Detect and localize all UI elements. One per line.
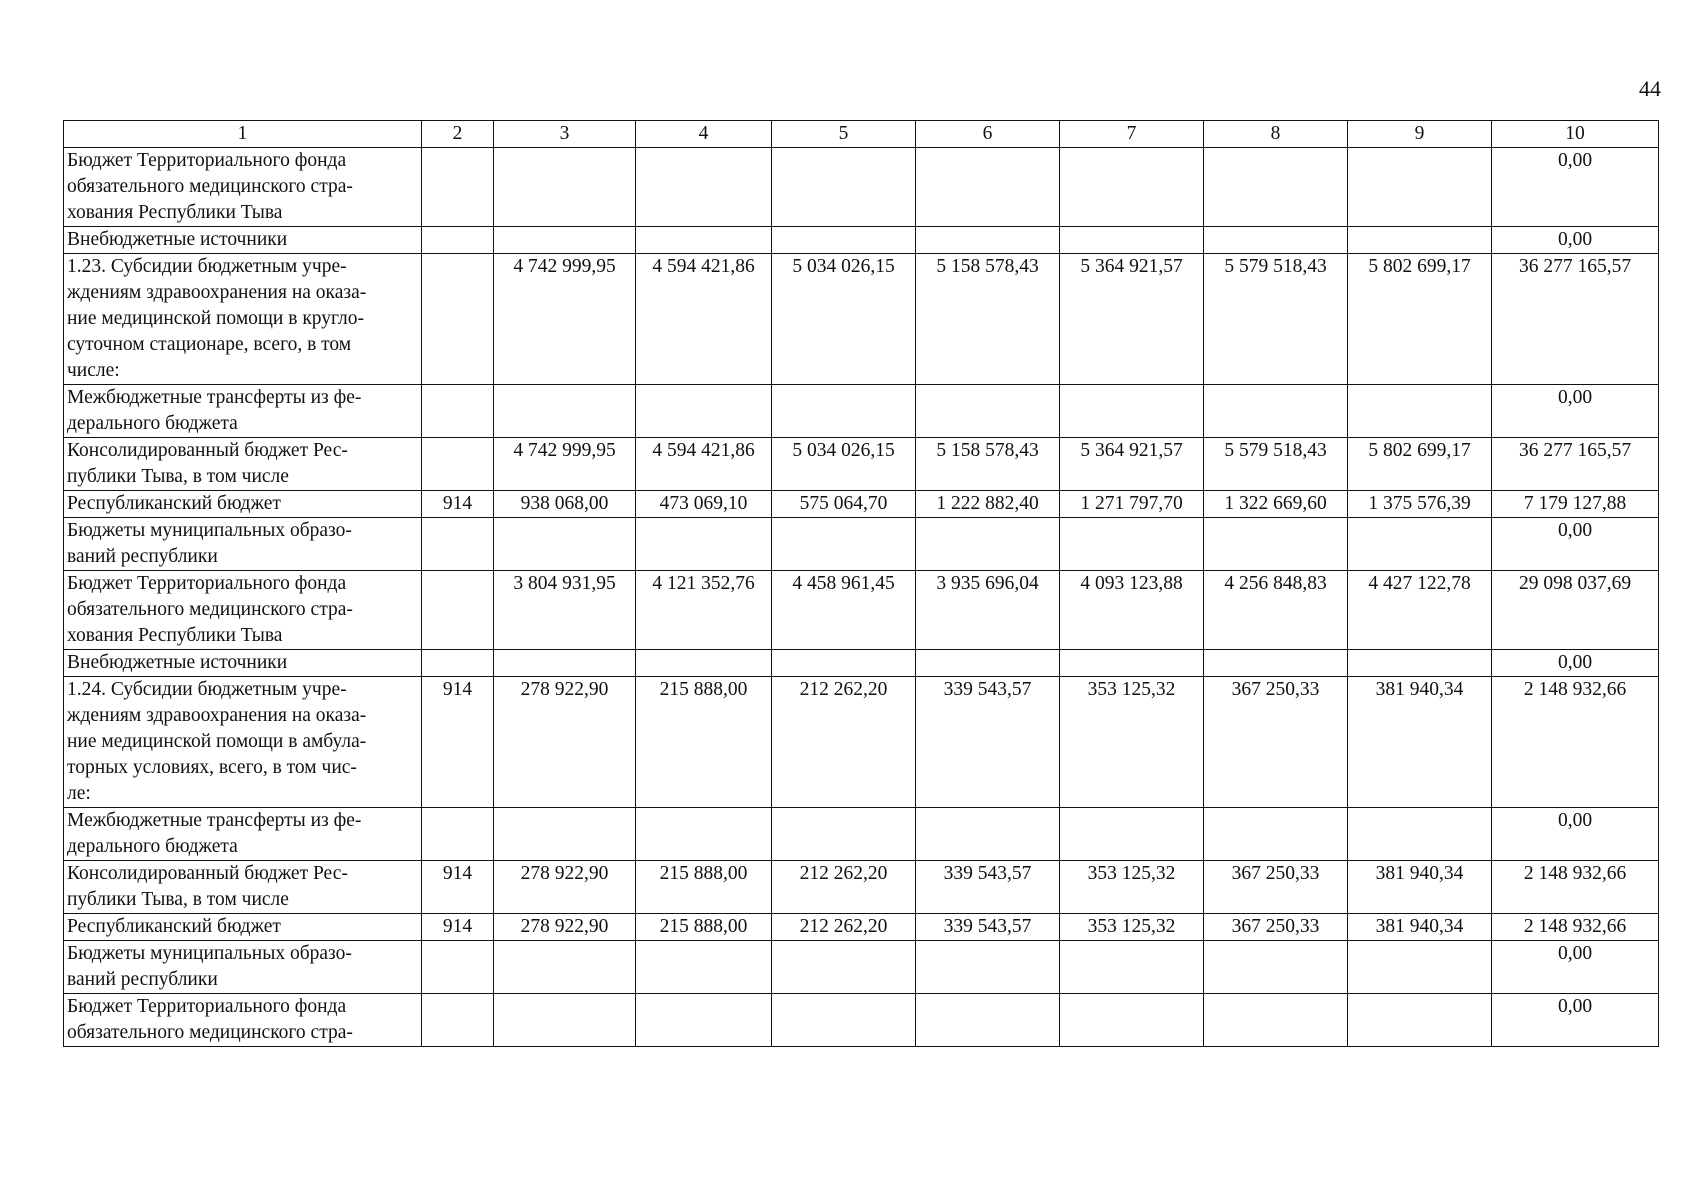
value-cell: 575 064,70: [772, 491, 916, 518]
row-label-line: Консолидированный бюджет Рес-: [67, 440, 348, 461]
table-row: [64, 994, 1659, 1047]
table-row: [64, 438, 1659, 491]
value-cell: [494, 385, 636, 438]
value-cell: 215 888,00: [636, 861, 772, 914]
value-cell: 29 098 037,69: [1492, 571, 1659, 650]
row-label: [64, 385, 422, 438]
row-label-line: Межбюджетные трансферты из фе-: [67, 387, 362, 408]
table-row: [64, 941, 1659, 994]
column-number: 2: [422, 121, 494, 148]
value-cell: [1348, 227, 1492, 254]
value-cell: 381 940,34: [1348, 914, 1492, 941]
row-label-line: ждениям здравоохранения на оказа-: [67, 705, 367, 726]
value-cell: 4 458 961,45: [772, 571, 916, 650]
row-label-line: ваний республики: [67, 546, 218, 567]
value-cell: 0,00: [1492, 148, 1659, 227]
row-label-line: ние медицинской помощи в амбула-: [67, 731, 367, 752]
budget-table: [63, 120, 1659, 1047]
column-number: 8: [1204, 121, 1348, 148]
value-cell: 1 375 576,39: [1348, 491, 1492, 518]
row-label-line: обязательного медицинского стра-: [67, 599, 353, 620]
value-cell: [772, 385, 916, 438]
value-cell: [1348, 808, 1492, 861]
row-label: [64, 254, 422, 385]
value-cell: 5 364 921,57: [1060, 438, 1204, 491]
row-label-line: Бюджеты муниципальных образо-: [67, 520, 352, 541]
value-cell: 938 068,00: [494, 491, 636, 518]
value-cell: 5 158 578,43: [916, 254, 1060, 385]
row-label: [64, 438, 422, 491]
value-cell: 381 940,34: [1348, 677, 1492, 808]
value-cell: [636, 941, 772, 994]
row-label-line: ние медицинской помощи в кругло-: [67, 308, 365, 329]
column-number-row: [64, 121, 1659, 148]
value-cell: [772, 148, 916, 227]
column-number: 1: [64, 121, 422, 148]
value-cell: [1348, 148, 1492, 227]
value-cell: [1204, 148, 1348, 227]
column-number: 6: [916, 121, 1060, 148]
value-cell: [636, 385, 772, 438]
value-cell: [494, 808, 636, 861]
table-row: [64, 808, 1659, 861]
value-cell: 4 742 999,95: [494, 438, 636, 491]
value-cell: [1060, 650, 1204, 677]
value-cell: 3 804 931,95: [494, 571, 636, 650]
value-cell: [494, 941, 636, 994]
value-cell: 2 148 932,66: [1492, 914, 1659, 941]
value-cell: 36 277 165,57: [1492, 254, 1659, 385]
row-label: [64, 677, 422, 808]
row-label-line: ждениям здравоохранения на оказа-: [67, 282, 367, 303]
value-cell: [772, 808, 916, 861]
value-cell: 5 802 699,17: [1348, 438, 1492, 491]
page-number: 44: [1639, 76, 1661, 101]
value-cell: [772, 518, 916, 571]
value-cell: 339 543,57: [916, 677, 1060, 808]
table-row: [64, 677, 1659, 808]
value-cell: [1348, 385, 1492, 438]
value-cell: [494, 227, 636, 254]
value-cell: 367 250,33: [1204, 914, 1348, 941]
column-number: 9: [1348, 121, 1492, 148]
row-label-line: суточном стационаре, всего, в том: [67, 334, 352, 355]
value-cell: [636, 227, 772, 254]
row-label-line: 1.23. Субсидии бюджетным учре-: [67, 256, 347, 277]
value-cell: 5 364 921,57: [1060, 254, 1204, 385]
value-cell: 0,00: [1492, 941, 1659, 994]
value-cell: [1060, 941, 1204, 994]
value-cell: 5 158 578,43: [916, 438, 1060, 491]
value-cell: 7 179 127,88: [1492, 491, 1659, 518]
value-cell: [772, 994, 916, 1047]
table-row: [64, 227, 1659, 254]
value-cell: [636, 518, 772, 571]
value-cell: 4 121 352,76: [636, 571, 772, 650]
value-cell: [636, 994, 772, 1047]
value-cell: [916, 227, 1060, 254]
value-cell: [916, 941, 1060, 994]
row-label-line: Межбюджетные трансферты из фе-: [67, 810, 362, 831]
value-cell: [636, 808, 772, 861]
value-cell: 0,00: [1492, 650, 1659, 677]
row-label-line: Бюджет Территориального фонда: [67, 150, 347, 171]
row-label: [64, 914, 422, 941]
value-cell: 278 922,90: [494, 677, 636, 808]
value-cell: [494, 994, 636, 1047]
code-cell: 914: [422, 491, 494, 518]
row-label-line: обязательного медицинского стра-: [67, 1022, 353, 1043]
value-cell: 212 262,20: [772, 677, 916, 808]
row-label-line: дерального бюджета: [67, 413, 238, 434]
value-cell: 0,00: [1492, 808, 1659, 861]
value-cell: 278 922,90: [494, 861, 636, 914]
value-cell: 0,00: [1492, 385, 1659, 438]
value-cell: [1060, 148, 1204, 227]
row-label: [64, 518, 422, 571]
row-label-line: хования Республики Тыва: [67, 202, 283, 223]
value-cell: [1060, 227, 1204, 254]
code-cell: [422, 571, 494, 650]
value-cell: [1204, 385, 1348, 438]
value-cell: [1204, 518, 1348, 571]
value-cell: 2 148 932,66: [1492, 861, 1659, 914]
code-cell: [422, 518, 494, 571]
value-cell: [916, 808, 1060, 861]
row-label: [64, 571, 422, 650]
row-label: [64, 808, 422, 861]
row-label-line: публики Тыва, в том числе: [67, 889, 289, 910]
value-cell: 5 034 026,15: [772, 438, 916, 491]
code-cell: [422, 254, 494, 385]
value-cell: 339 543,57: [916, 861, 1060, 914]
table-row: [64, 650, 1659, 677]
code-cell: [422, 941, 494, 994]
table-row: [64, 491, 1659, 518]
value-cell: 0,00: [1492, 994, 1659, 1047]
value-cell: [636, 148, 772, 227]
value-cell: 1 222 882,40: [916, 491, 1060, 518]
value-cell: 353 125,32: [1060, 914, 1204, 941]
row-label-line: ле:: [67, 783, 91, 804]
value-cell: [916, 650, 1060, 677]
row-label-line: публики Тыва, в том числе: [67, 466, 289, 487]
value-cell: 278 922,90: [494, 914, 636, 941]
value-cell: [1348, 518, 1492, 571]
row-label-line: торных условиях, всего, в том чис-: [67, 757, 357, 778]
row-label: [64, 994, 422, 1047]
row-label: [64, 491, 422, 518]
value-cell: 367 250,33: [1204, 861, 1348, 914]
value-cell: 5 034 026,15: [772, 254, 916, 385]
value-cell: 4 594 421,86: [636, 438, 772, 491]
column-number: 4: [636, 121, 772, 148]
table-body: [64, 121, 1659, 1047]
row-label-line: Бюджет Территориального фонда: [67, 996, 347, 1017]
table-row: [64, 914, 1659, 941]
value-cell: 473 069,10: [636, 491, 772, 518]
value-cell: 0,00: [1492, 227, 1659, 254]
value-cell: [772, 941, 916, 994]
value-cell: [916, 994, 1060, 1047]
value-cell: 215 888,00: [636, 914, 772, 941]
table-row: [64, 861, 1659, 914]
value-cell: [1204, 941, 1348, 994]
code-cell: [422, 148, 494, 227]
column-number: 5: [772, 121, 916, 148]
value-cell: [636, 650, 772, 677]
row-label-line: дерального бюджета: [67, 836, 238, 857]
code-cell: [422, 227, 494, 254]
value-cell: 215 888,00: [636, 677, 772, 808]
row-label: [64, 861, 422, 914]
row-label-line: Внебюджетные источники: [67, 652, 288, 673]
row-label: [64, 650, 422, 677]
value-cell: 4 256 848,83: [1204, 571, 1348, 650]
value-cell: 212 262,20: [772, 914, 916, 941]
row-label: [64, 148, 422, 227]
value-cell: [1060, 994, 1204, 1047]
value-cell: 339 543,57: [916, 914, 1060, 941]
column-number: 10: [1492, 121, 1659, 148]
value-cell: [494, 650, 636, 677]
value-cell: [494, 518, 636, 571]
code-cell: 914: [422, 861, 494, 914]
table-row: [64, 254, 1659, 385]
value-cell: [1348, 941, 1492, 994]
code-cell: 914: [422, 677, 494, 808]
value-cell: 3 935 696,04: [916, 571, 1060, 650]
row-label-line: обязательного медицинского стра-: [67, 176, 353, 197]
table-row: [64, 518, 1659, 571]
code-cell: [422, 650, 494, 677]
code-cell: 914: [422, 914, 494, 941]
value-cell: [1204, 227, 1348, 254]
table-row: [64, 148, 1659, 227]
value-cell: 2 148 932,66: [1492, 677, 1659, 808]
row-label-line: Республиканский бюджет: [67, 916, 281, 937]
value-cell: 4 742 999,95: [494, 254, 636, 385]
column-number: 7: [1060, 121, 1204, 148]
value-cell: [494, 148, 636, 227]
value-cell: 212 262,20: [772, 861, 916, 914]
code-cell: [422, 808, 494, 861]
value-cell: 1 322 669,60: [1204, 491, 1348, 518]
value-cell: 5 579 518,43: [1204, 438, 1348, 491]
row-label-line: Бюджет Территориального фонда: [67, 573, 347, 594]
value-cell: [1204, 994, 1348, 1047]
value-cell: 353 125,32: [1060, 861, 1204, 914]
row-label-line: Бюджеты муниципальных образо-: [67, 943, 352, 964]
value-cell: [772, 227, 916, 254]
value-cell: [1348, 650, 1492, 677]
value-cell: 4 594 421,86: [636, 254, 772, 385]
row-label-line: Республиканский бюджет: [67, 493, 281, 514]
row-label-line: Внебюджетные источники: [67, 229, 288, 250]
value-cell: 36 277 165,57: [1492, 438, 1659, 491]
value-cell: [1204, 650, 1348, 677]
value-cell: 4 427 122,78: [1348, 571, 1492, 650]
column-number: 3: [494, 121, 636, 148]
value-cell: [916, 385, 1060, 438]
value-cell: [916, 518, 1060, 571]
row-label-line: 1.24. Субсидии бюджетным учре-: [67, 679, 347, 700]
row-label-line: Консолидированный бюджет Рес-: [67, 863, 348, 884]
value-cell: [1060, 808, 1204, 861]
value-cell: [916, 148, 1060, 227]
code-cell: [422, 994, 494, 1047]
row-label-line: ваний республики: [67, 969, 218, 990]
value-cell: 381 940,34: [1348, 861, 1492, 914]
value-cell: 5 802 699,17: [1348, 254, 1492, 385]
value-cell: 5 579 518,43: [1204, 254, 1348, 385]
value-cell: 367 250,33: [1204, 677, 1348, 808]
row-label-line: числе:: [67, 360, 120, 381]
value-cell: [1204, 808, 1348, 861]
row-label-line: хования Республики Тыва: [67, 625, 283, 646]
value-cell: [1060, 518, 1204, 571]
row-label: [64, 941, 422, 994]
value-cell: 4 093 123,88: [1060, 571, 1204, 650]
value-cell: 353 125,32: [1060, 677, 1204, 808]
table-row: [64, 385, 1659, 438]
code-cell: [422, 438, 494, 491]
value-cell: 0,00: [1492, 518, 1659, 571]
row-label: [64, 227, 422, 254]
code-cell: [422, 385, 494, 438]
table-row: [64, 571, 1659, 650]
value-cell: [1060, 385, 1204, 438]
value-cell: 1 271 797,70: [1060, 491, 1204, 518]
value-cell: [772, 650, 916, 677]
value-cell: [1348, 994, 1492, 1047]
